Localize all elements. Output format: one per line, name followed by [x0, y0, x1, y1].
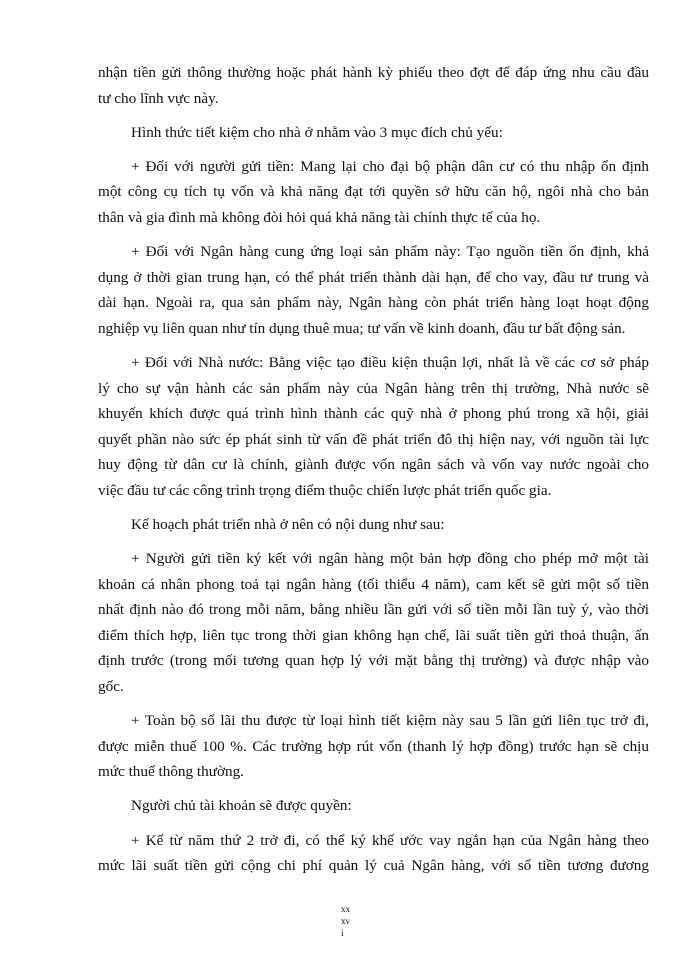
paragraph: [98, 546, 649, 700]
text-line: Người chủ tài khoản sẽ được quyền:: [131, 797, 352, 815]
paragraph: [98, 512, 649, 538]
page-number-part: i: [341, 928, 344, 938]
paragraph: [98, 793, 649, 819]
text-line: + Đối với người gửi tiền: Mang lại cho đại bộ phận dân cư có thu nhập ổn định: [131, 157, 649, 175]
text-line: tư cho lĩnh vực này.: [98, 89, 219, 107]
text-line: + Người gửi tiền ký kết với ngân hàng một bản hợp đồng cho phép mở một tài: [131, 550, 649, 568]
text-line: nhận tiền gửi thông thường hoặc phát hành kỳ phiếu theo đợt để đáp ứng nhu cầu đầu: [98, 64, 649, 81]
text-line: + Đối với Nhà nước: Bằng việc tạo điều kiện thuận lợi, nhất là về các cơ sở pháp: [131, 353, 649, 371]
text-line: mức thuế thông thường.: [98, 763, 244, 781]
text-line: + Đối với Ngân hàng cung ứng loại sản phẩm này: Tạo nguồn tiền ổn định, khả: [131, 243, 649, 261]
paragraph: [98, 828, 649, 879]
text-line: Kế hoạch phát triển nhà ở nên có nội dung như sau:: [131, 516, 445, 533]
paragraph: [98, 120, 649, 146]
paragraph: [98, 708, 649, 785]
text-line: nhất định nào đó trong mỗi năm, bằng nhiều lần gửi với số tiền mỗi lần tuỳ ý, vào thời: [98, 601, 649, 619]
text-line: quyết phần nào sức ép phát sinh từ vấn đề phát triển đô thị hiện nay, với nguồn tài lực: [98, 430, 649, 448]
text-line: gốc.: [98, 678, 124, 696]
page-number: [341, 903, 361, 939]
paragraph: [98, 239, 649, 341]
text-line: dài hạn. Ngoài ra, qua sản phẩm này, Ngân hàng còn phát triển hàng loạt hoạt động: [98, 294, 649, 312]
text-line: dụng ở thời gian trung hạn, có thể phát triển thành dài hạn, để cho vay, đầu tư trung và: [98, 268, 649, 286]
text-line: định trước (trong mối tương quan hợp lý với mặt bằng thị trường) và được nhập vào: [98, 652, 649, 670]
text-line: + Toàn bộ số lãi thu được từ loại hình tiết kiệm này sau 5 lần gửi liên tục trở đi,: [131, 712, 649, 730]
text-line: huy động từ dân cư là chính, giành được vốn ngân sách và vốn vay nước ngoài cho: [98, 456, 649, 474]
document-body: [98, 60, 649, 887]
text-line: lý cho sự vận hành các sản phẩm này của Ngân hàng trên thị trường, Nhà nước sẽ: [98, 379, 649, 397]
paragraph: [98, 60, 649, 111]
text-line: điểm thích hợp, liên tục trong thời gian không hạn chế, lãi suất tiền gửi thoả thuận, ấn: [98, 626, 649, 644]
paragraph: [98, 154, 649, 231]
text-line: một công cụ tích tụ vốn và khả năng đạt tới quyền sở hữu căn hộ, ngôi nhà cho bản: [98, 183, 649, 201]
text-line: + Kể từ năm thứ 2 trở đi, có thể ký khế ước vay ngắn hạn của Ngân hàng theo: [131, 831, 649, 849]
text-line: thân và gia đình mà không đòi hỏi quá khả năng tài chính thực tế của họ.: [98, 208, 541, 226]
text-line: được miễn thuế 100 %. Các trường hợp rút vốn (thanh lý hợp đồng) trước hạn sẽ chịu: [98, 737, 649, 755]
page-number-part: xx: [341, 904, 350, 914]
text-line: khuyến khích được quá trình hình thành các quỹ nhà ở phong phú trong xã hội, giải: [98, 405, 649, 423]
text-line: Hình thức tiết kiệm cho nhà ở nhằm vào 3 mục đích chủ yếu:: [131, 123, 503, 141]
paragraph: [98, 350, 649, 504]
text-line: nghiệp vụ liên quan như tín dụng thuê mua; tư vấn về kinh doanh, đầu tư bất động sản.: [98, 319, 626, 337]
text-line: việc đầu tư các công trình trọng điểm thuộc chiến lược phát triển quốc gia.: [98, 481, 552, 499]
page-number-part: xv: [341, 916, 350, 926]
text-line: khoản cá nhân phong toả tại ngân hàng (tối thiểu 4 năm), cam kết sẽ gửi một số tiền: [98, 575, 649, 593]
text-line: mức lãi suất tiền gửi cộng chi phí quản lý cuả Ngân hàng, với số tiền tương đương: [98, 857, 649, 875]
